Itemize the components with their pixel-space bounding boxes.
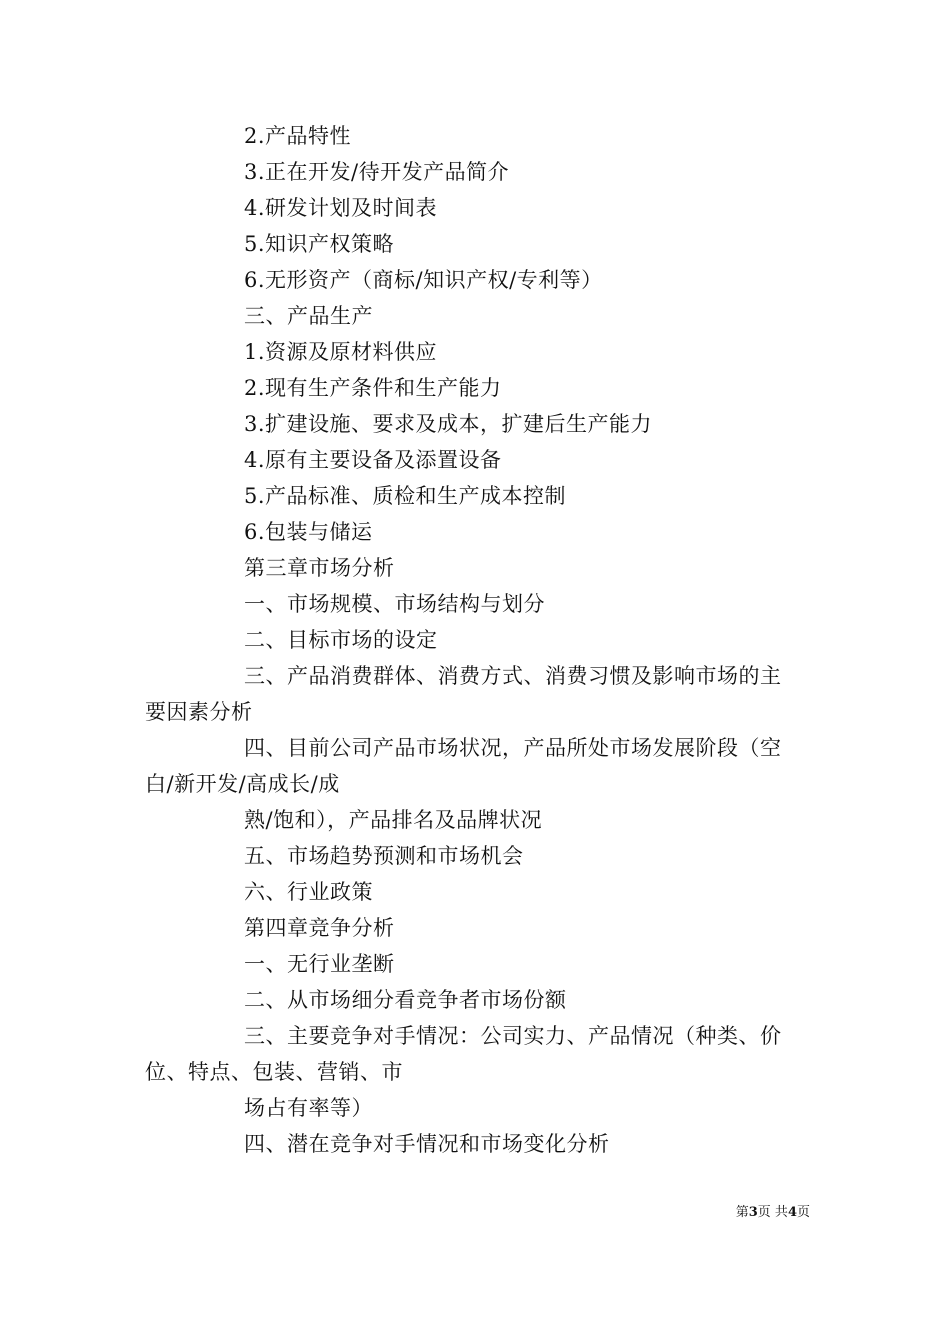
text-line: 3.扩建设施、要求及成本，扩建后生产能力 xyxy=(244,412,653,436)
text-line-continued: 位、特点、包装、营销、市 xyxy=(145,1060,403,1084)
section-heading: 二、目标市场的设定 xyxy=(244,628,438,652)
section-heading: 三、产品生产 xyxy=(244,304,373,328)
footer-prefix: 第 xyxy=(735,1205,749,1220)
section-heading: 一、无行业垄断 xyxy=(244,952,395,976)
footer-middle: 页 共 xyxy=(757,1205,788,1220)
text-line-continued: 要因素分析 xyxy=(145,700,253,724)
section-heading: 六、行业政策 xyxy=(244,880,373,904)
chapter-heading: 第四章竞争分析 xyxy=(244,916,395,940)
text-line: 2.产品特性 xyxy=(244,124,352,148)
text-line: 2.现有生产条件和生产能力 xyxy=(244,376,502,400)
page-number-footer xyxy=(700,1204,810,1222)
text-line: 1.资源及原材料供应 xyxy=(244,340,438,364)
section-heading: 四、潜在竞争对手情况和市场变化分析 xyxy=(244,1132,610,1156)
section-heading: 二、从市场细分看竞争者市场份额 xyxy=(244,988,567,1012)
section-heading: 五、市场趋势预测和市场机会 xyxy=(244,844,524,868)
section-heading: 三、产品消费群体、消费方式、消费习惯及影响市场的主 xyxy=(244,664,782,688)
footer-suffix: 页 xyxy=(796,1205,810,1220)
section-heading: 三、主要竞争对手情况：公司实力、产品情况（种类、价 xyxy=(244,1024,782,1048)
text-line-continued: 白/新开发/高成长/成 xyxy=(145,772,340,796)
text-line: 5.知识产权策略 xyxy=(244,232,395,256)
text-line: 5.产品标准、质检和生产成本控制 xyxy=(244,484,567,508)
document-body xyxy=(145,118,810,1162)
total-page-number: 4 xyxy=(787,1205,797,1220)
section-heading: 四、目前公司产品市场状况，产品所处市场发展阶段（空 xyxy=(244,736,782,760)
chapter-heading: 第三章市场分析 xyxy=(244,556,395,580)
section-heading: 一、市场规模、市场结构与划分 xyxy=(244,592,545,616)
text-line: 6.无形资产（商标/知识产权/专利等） xyxy=(244,268,603,292)
text-line: 4.研发计划及时间表 xyxy=(244,196,438,220)
current-page-number: 3 xyxy=(748,1205,758,1220)
text-line: 场占有率等） xyxy=(244,1096,373,1120)
text-line: 熟/饱和），产品排名及品牌状况 xyxy=(244,808,543,832)
text-line: 3.正在开发/待开发产品简介 xyxy=(244,160,510,184)
text-line: 6.包装与储运 xyxy=(244,520,373,544)
text-line: 4.原有主要设备及添置设备 xyxy=(244,448,502,472)
